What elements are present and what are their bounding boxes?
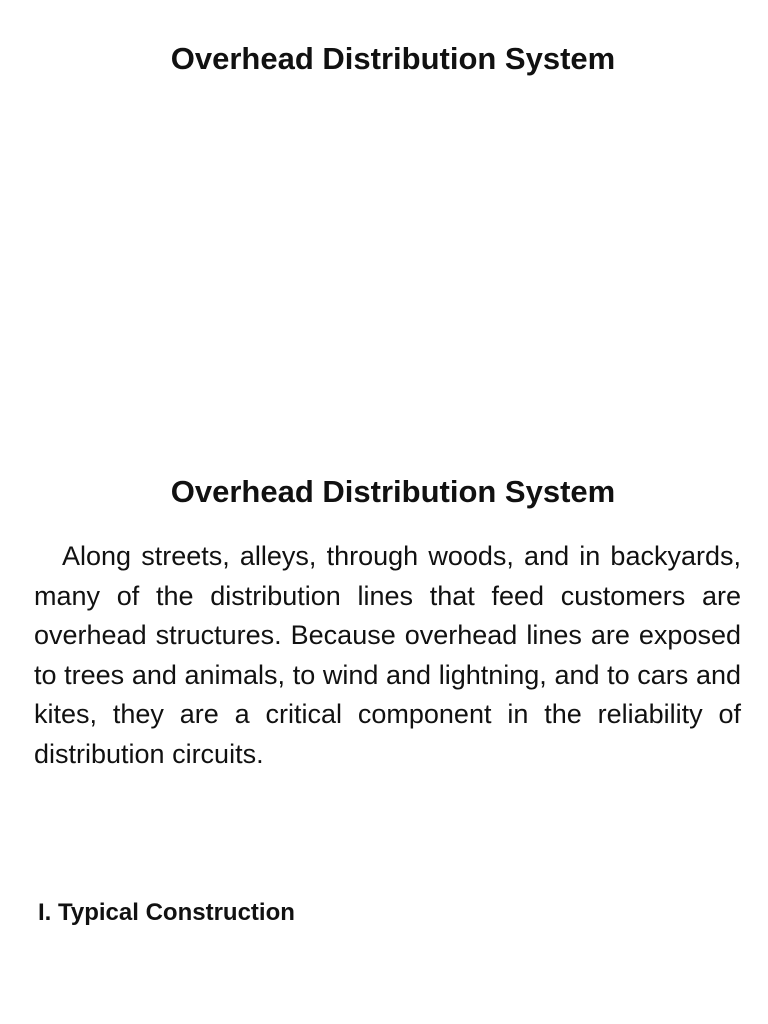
section-title: Overhead Distribution System [170,474,616,509]
intro-paragraph: Along streets, alleys, through woods, and in backyards, many of the distribution lines that feed customers are overhead structures. Because overhead lines are exposed to trees and animals, to wind and lightning, and to cars and kites, they are a critical component in the reliability of distribution circuits. [34,541,741,769]
page-title: Overhead Distribution System [170,41,616,76]
section-heading-typical-construction: I. Typical Construction [38,899,295,926]
